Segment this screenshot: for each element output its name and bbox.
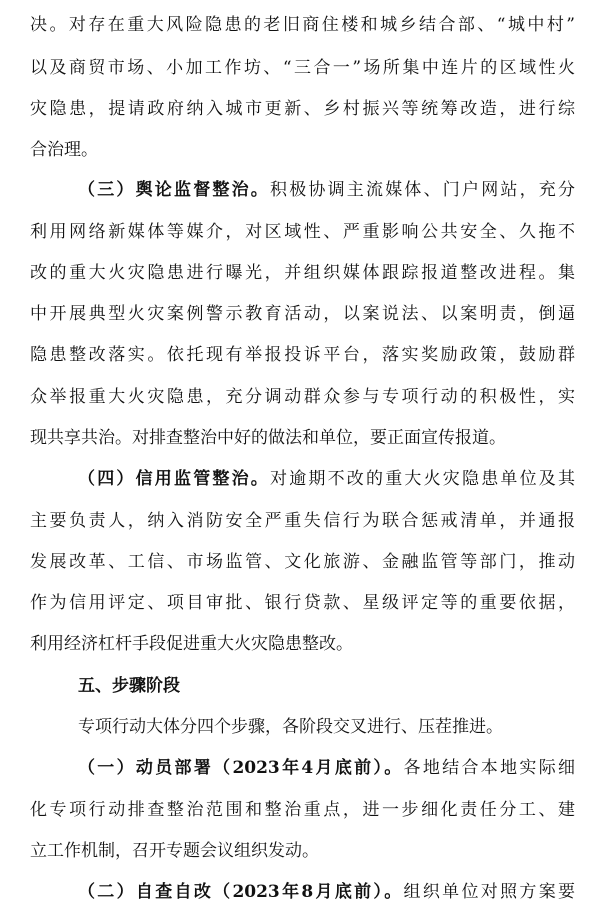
body-line: 专项行动大体分四个步骤，各阶段交叉进行、压茬推进。: [78, 717, 503, 737]
body-line: 立工作机制，召开专题会议组织发动。: [30, 841, 319, 861]
body-line: 决。对存在重大风险隐患的老旧商住楼和城乡结合部、“城中村”: [30, 15, 575, 35]
body-line: 作为信用评定、项目审批、银行贷款、星级评定等的重要依据，: [30, 593, 575, 613]
paragraph-lead-line: （二）自查自改（2023年8月底前）。组织单位对照方案要: [78, 882, 575, 902]
body-line: 灾隐患，提请政府纳入城市更新、乡村振兴等统筹改造，进行综: [30, 99, 575, 119]
section-heading: 五、步骤阶段: [78, 676, 180, 696]
body-line: 众举报重大火灾隐患，充分调动群众参与专项行动的积极性，实: [30, 387, 575, 407]
body-line: 化专项行动排查整治范围和整治重点，进一步细化责任分工、建: [30, 800, 575, 820]
body-line: 利用经济杠杆手段促进重大火灾隐患整改。: [30, 634, 353, 654]
body-line: 中开展典型火灾案例警示教育活动，以案说法、以案明责，倒逼: [30, 304, 575, 324]
paragraph-heading: （三）舆论监督整治。: [78, 180, 270, 200]
body-line: 主要负责人，纳入消防安全严重失信行为联合惩戒清单，并通报: [30, 511, 575, 531]
paragraph-lead-line: （四）信用监管整治。对逾期不改的重大火灾隐患单位及其: [78, 469, 575, 489]
body-line: 发展改革、工信、市场监管、文化旅游、金融监管等部门，推动: [30, 552, 575, 572]
body-line: 利用网络新媒体等媒介，对区域性、严重影响公共安全、久拖不: [30, 222, 575, 242]
paragraph-heading: （四）信用监管整治。: [78, 469, 270, 489]
paragraph-lead-line: （一）动员部署（2023年4月底前）。各地结合本地实际细: [78, 758, 575, 778]
body-line: 以及商贸市场、小加工作坊、“三合一”场所集中连片的区域性火: [30, 58, 575, 78]
body-line: 现共享共治。对排查整治中好的做法和单位，要正面宣传报道。: [30, 428, 506, 448]
paragraph-heading: （二）自查自改（2023年8月底前）。: [78, 882, 404, 902]
body-line: 隐患整改落实。依托现有举报投诉平台，落实奖励政策，鼓励群: [30, 345, 575, 365]
body-line: 改的重大火灾隐患进行曝光，并组织媒体跟踪报道整改进程。集: [30, 263, 575, 283]
body-line: 合治理。: [30, 140, 98, 160]
paragraph-lead-line: （三）舆论监督整治。积极协调主流媒体、门户网站，充分: [78, 180, 575, 200]
paragraph-heading: （一）动员部署（2023年4月底前）。: [78, 758, 404, 778]
